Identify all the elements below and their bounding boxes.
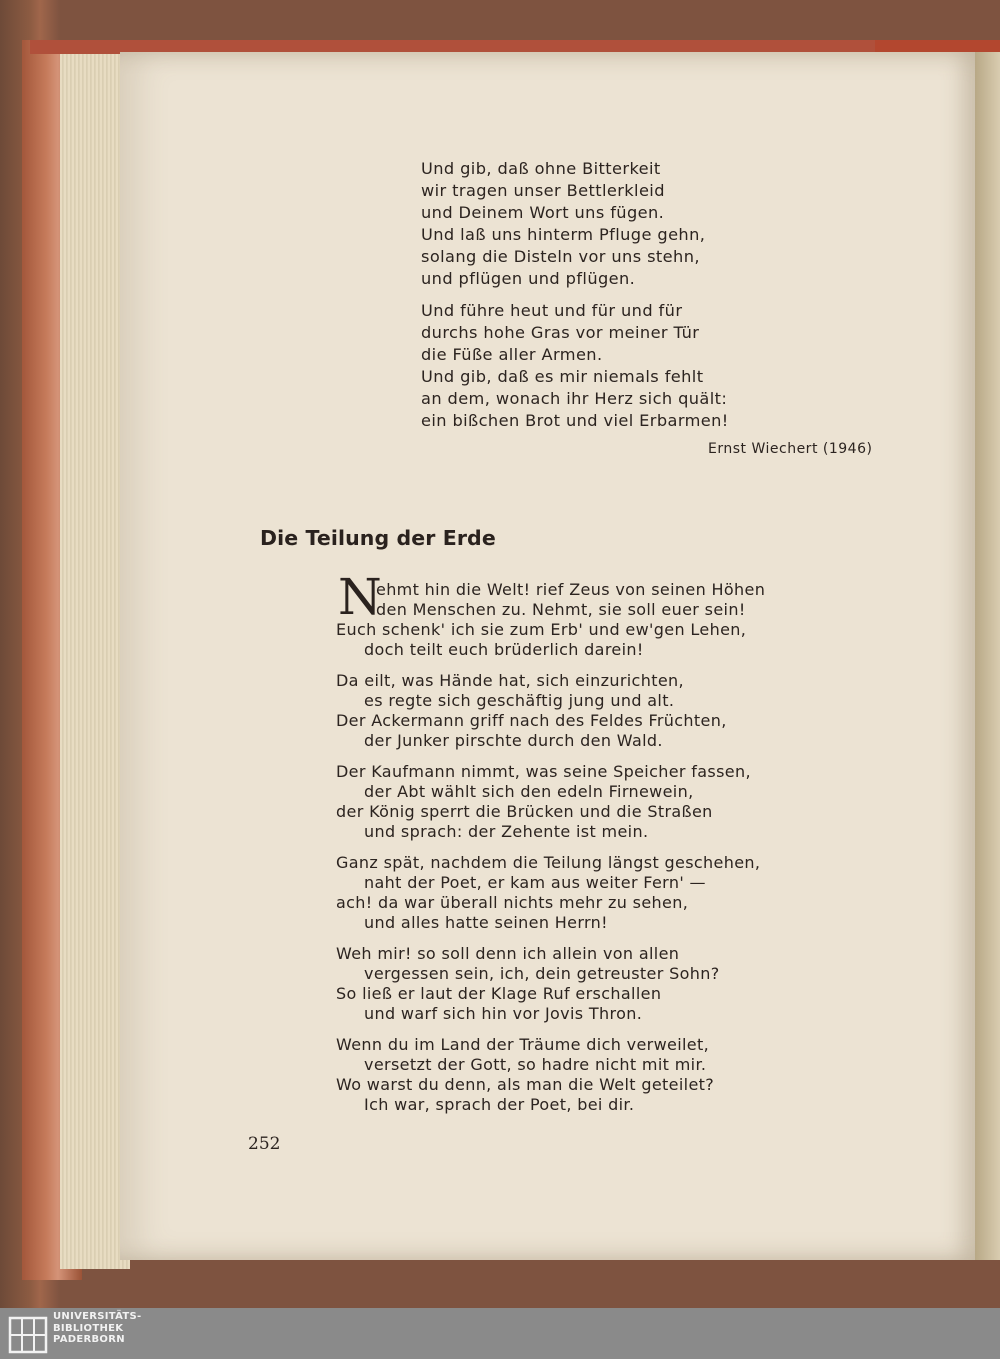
verse-line: naht der Poet, er kam aus weiter Fern' — bbox=[364, 873, 706, 892]
poem-stanza bbox=[336, 762, 765, 842]
verse-line: Und führe heut und für und für bbox=[421, 301, 683, 320]
verse-line: und pflügen und pflügen. bbox=[421, 269, 636, 288]
verse-line: den Menschen zu. Nehmt, sie soll euer sein! bbox=[376, 600, 746, 619]
verse-line: versetzt der Gott, so hadre nicht mit mir. bbox=[364, 1055, 707, 1074]
verse-line: ein bißchen Brot und viel Erbarmen! bbox=[421, 411, 729, 430]
verse-line: Der Ackermann griff nach des Feldes Früchten, bbox=[336, 711, 727, 730]
verse-line: und sprach: der Zehente ist mein. bbox=[364, 822, 649, 841]
verse-line: Und gib, daß es mir niemals fehlt bbox=[421, 367, 704, 386]
verse-line: doch teilt euch brüderlich darein! bbox=[364, 640, 644, 659]
verse-line: Ganz spät, nachdem die Teilung längst geschehen, bbox=[336, 853, 761, 872]
poem-stanza bbox=[336, 580, 765, 660]
poem-stanza-1 bbox=[421, 158, 705, 290]
library-name-line: PADERBORN bbox=[53, 1334, 125, 1345]
verse-line: ehmt hin die Welt! rief Zeus von seinen Höhen bbox=[376, 580, 766, 599]
verse-line: Und laß uns hinterm Pfluge gehn, bbox=[421, 225, 706, 244]
verse-line: Da eilt, was Hände hat, sich einzurichten, bbox=[336, 671, 684, 690]
page-number: 252 bbox=[248, 1134, 281, 1154]
verse-line: der Junker pirschte durch den Wald. bbox=[364, 731, 663, 750]
poem-body bbox=[336, 580, 765, 1126]
verse-line: Wenn du im Land der Träume dich verweilet, bbox=[336, 1035, 710, 1054]
poem-stanza-2 bbox=[421, 300, 729, 432]
verse-line: wir tragen unser Bettlerkleid bbox=[421, 181, 665, 200]
poem-title: Die Teilung der Erde bbox=[260, 526, 496, 550]
verse-line: Und gib, daß ohne Bitterkeit bbox=[421, 159, 661, 178]
verse-line: Euch schenk' ich sie zum Erb' und ew'gen Lehen, bbox=[336, 620, 747, 639]
verse-line: es regte sich geschäftig jung und alt. bbox=[364, 691, 675, 710]
drop-cap: N bbox=[338, 568, 382, 626]
library-footer-bar bbox=[0, 1308, 1000, 1359]
verse-line: ach! da war überall nichts mehr zu sehen, bbox=[336, 893, 689, 912]
verse-line: Wo warst du denn, als man die Welt geteilet? bbox=[336, 1075, 715, 1094]
verse-line: die Füße aller Armen. bbox=[421, 345, 603, 364]
verse-line: Weh mir! so soll denn ich allein von allen bbox=[336, 944, 680, 963]
poem-stanza bbox=[336, 853, 765, 933]
poem-stanza bbox=[336, 1035, 765, 1115]
poem-stanza bbox=[336, 671, 765, 751]
verse-line: und alles hatte seinen Herrn! bbox=[364, 913, 608, 932]
verse-line: an dem, wonach ihr Herz sich quält: bbox=[421, 389, 728, 408]
verse-line: und Deinem Wort uns fügen. bbox=[421, 203, 665, 222]
verse-line: und warf sich hin vor Jovis Thron. bbox=[364, 1004, 643, 1023]
verse-line: vergessen sein, ich, dein getreuster Sohn? bbox=[364, 964, 720, 983]
library-name[interactable] bbox=[53, 1311, 142, 1346]
library-name-line: UNIVERSITÄTS- bbox=[53, 1311, 142, 1322]
verse-line: So ließ er laut der Klage Ruf erschallen bbox=[336, 984, 662, 1003]
library-name-line: BIBLIOTHEK bbox=[53, 1322, 124, 1334]
author-attribution: Ernst Wiechert (1946) bbox=[708, 441, 873, 457]
verse-line: der König sperrt die Brücken und die Straßen bbox=[336, 802, 713, 821]
verse-line: durchs hohe Gras vor meiner Tür bbox=[421, 323, 700, 342]
verse-line: solang die Disteln vor uns stehn, bbox=[421, 247, 700, 266]
verse-line: Ich war, sprach der Poet, bei dir. bbox=[364, 1095, 635, 1114]
library-logo-icon bbox=[8, 1316, 48, 1354]
verse-line: der Abt wählt sich den edeln Firnewein, bbox=[364, 782, 694, 801]
facing-page-strip bbox=[975, 52, 1000, 1260]
poem-stanza bbox=[336, 944, 765, 1024]
verse-line: Der Kaufmann nimmt, was seine Speicher fassen, bbox=[336, 762, 751, 781]
